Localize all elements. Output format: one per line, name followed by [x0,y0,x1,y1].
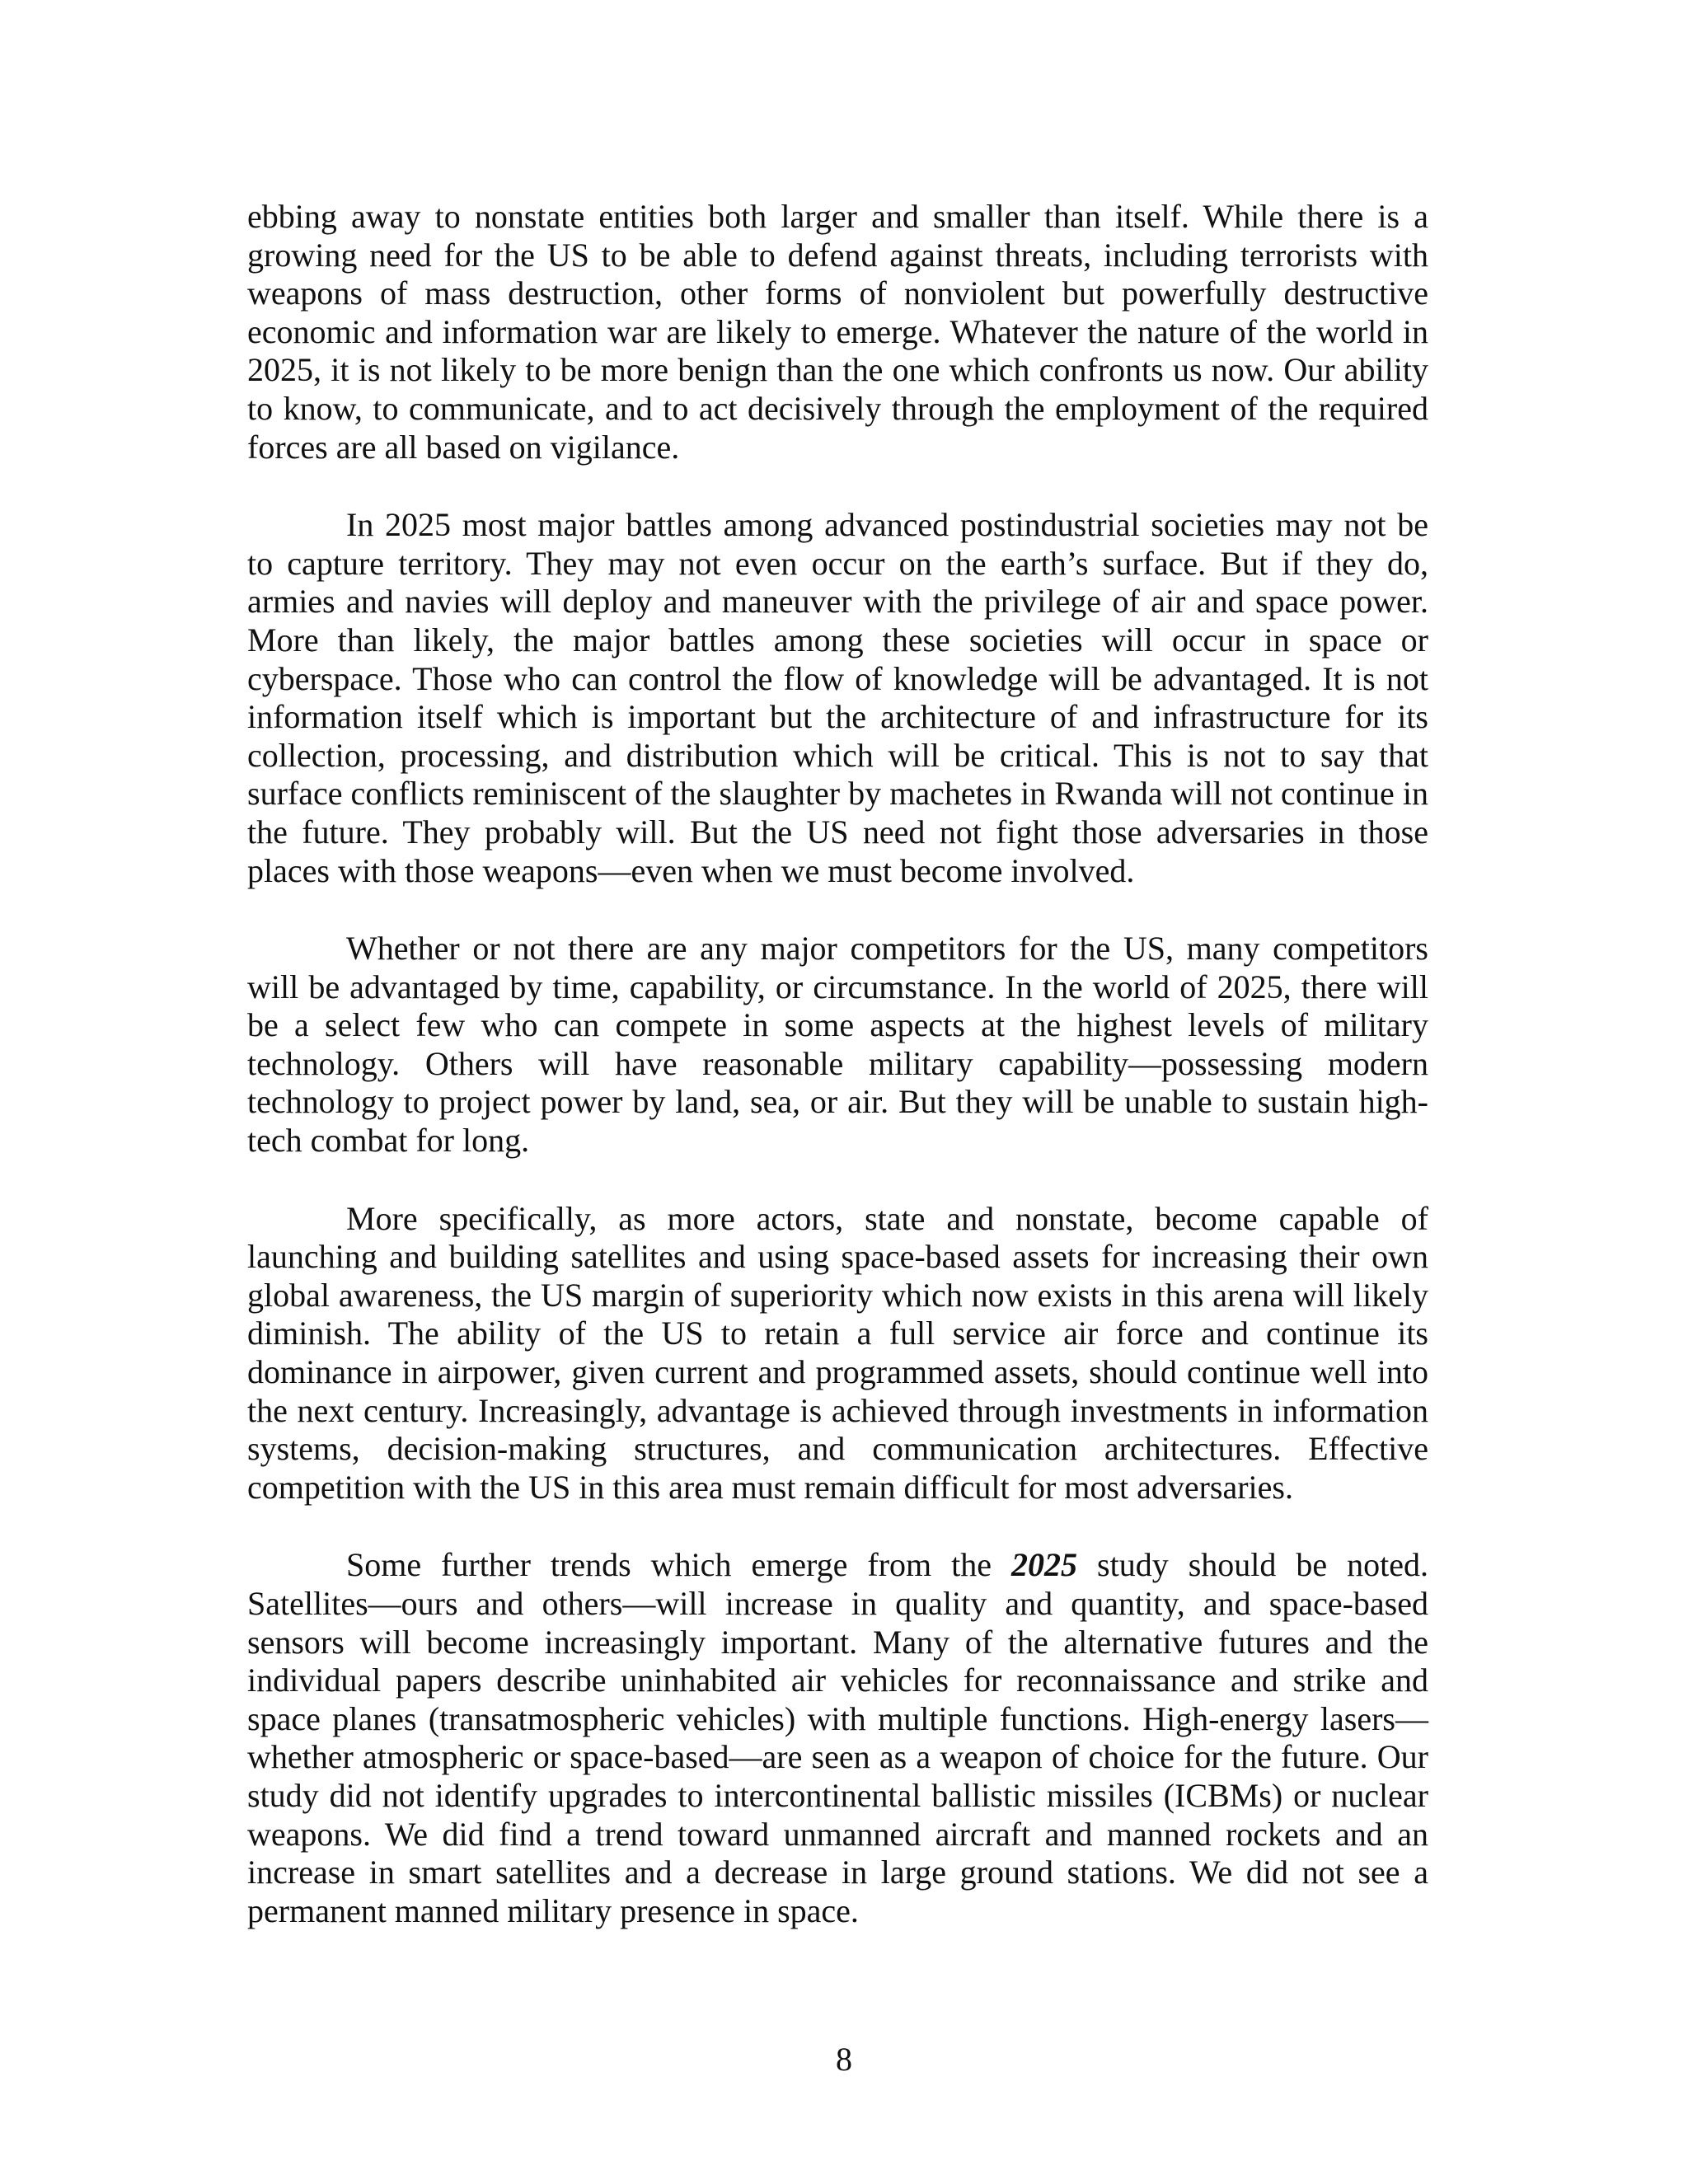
paragraph-competitors: Whether or not there are any major competitors for the US, many competitors will be advantaged by time, capability, or circumstance. In the world of 2025, there will be a select few who can compete in some aspects at the highest levels of military technology. Others will have reasonable military capability—possessing modern technology to project power by land, sea, or air. But they will be unable to sustain high-tech combat for long. [247,930,1428,1160]
body-text [247,198,1428,1970]
paragraph-further-trends [247,1546,1428,1930]
page-number: 8 [836,2041,852,2078]
study-name-emphasis: 2025 [1011,1546,1078,1584]
trends-text-start: Some further trends which emerge from the [346,1546,1012,1584]
paragraph-battles-2025: In 2025 most major battles among advanced postindustrial societies may not be to capture territory. They may not even occur on the earth’s surface. But if they do, armies and navies will deploy and maneuver with the privilege of air and space power. More than likely, the major battles among these societies will occur in space or cyberspace. Those who can control the flow of knowledge will be advantaged. It is not information itself which is important but the architecture of and infrastructure for its collection, processing, and distribution which will be critical. This is not to say that surface conflicts reminiscent of the slaughter by machetes in Rwanda will not continue in the future. They probably will. But the US need not fight those adversaries in those places with those weapons—even when we must become involved. [247,506,1428,889]
trends-text-end: study should be noted. Satellites—ours and others—will increase in quality and quantity, and space-based sensors will become increasingly important. Many of the alternative futures and the individual papers describe uninhabited air vehicles for reconnaissance and strike and space planes (transatmospheric vehicles) with multiple functions. High-energy lasers—whether atmospheric or space-based—are seen as a weapon of choice for the future. Our study did not identify upgrades to intercontinental ballistic missiles (ICBMs) or nuclear weapons. We did find a trend toward unmanned aircraft and manned rockets and an increase in smart satellites and a decrease in large ground stations. We did not see a permanent manned military presence in space. [247,1546,1429,1929]
paragraph-continued: ebbing away to nonstate entities both larger and smaller than itself. While there is a growing need for the US to be able to defend against threats, including terrorists with weapons of mass destruction, other forms of nonviolent but powerfully destructive economic and information war are likely to emerge. Whatever the nature of the world in 2025, it is not likely to be more benign than the one which confronts us now. Our ability to know, to communicate, and to act decisively through the employment of the required forces are all based on vigilance. [247,198,1428,466]
paragraph-space-superiority: More specifically, as more actors, state and nonstate, become capable of launching and building satellites and using space-based assets for increasing their own global awareness, the US margin of superiority which now exists in this arena will likely diminish. The ability of the US to retain a full service air force and continue its dominance in airpower, given current and programmed assets, should continue well into the next century. Increasingly, advantage is achieved through investments in information systems, decision-making structures, and communication architectures. Effective competition with the US in this area must remain difficult for most adversaries. [247,1199,1428,1506]
